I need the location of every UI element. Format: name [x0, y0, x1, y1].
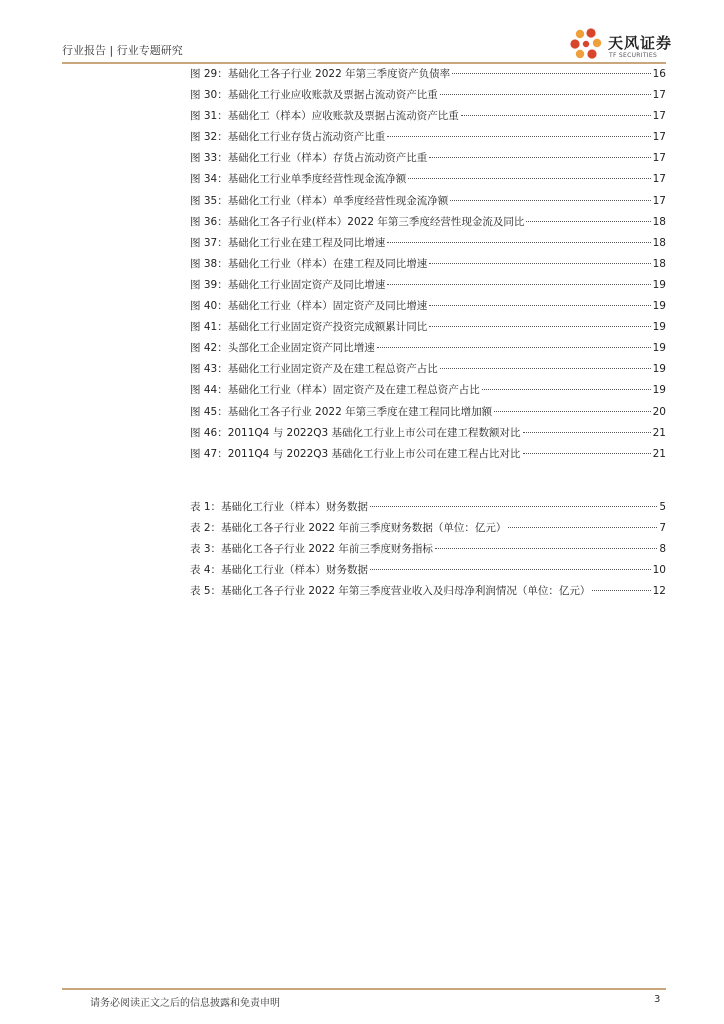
toc-figure-entry[interactable]: [190, 193, 666, 214]
toc-figure-entry[interactable]: [190, 425, 666, 446]
toc-figure-entry-page: 19: [652, 342, 666, 355]
toc-figure-entry[interactable]: [190, 319, 666, 340]
footer-divider: [62, 988, 666, 990]
dot-leader: [450, 200, 650, 201]
toc-figure-entry[interactable]: [190, 129, 666, 150]
dot-leader: [429, 157, 650, 158]
toc-figure-entry-label: 图 47：2011Q4 与 2022Q3 基础化工行业上市公司在建工程占比对比: [190, 447, 521, 460]
toc-figure-entry-page: 19: [652, 300, 666, 313]
toc-table-entry-page: 12: [652, 585, 666, 598]
logo-brand-cn: 天风证券: [608, 34, 673, 52]
dot-leader: [526, 221, 650, 222]
toc-figure-entry[interactable]: [190, 446, 666, 467]
toc-table-entry[interactable]: [190, 499, 666, 520]
toc-figure-entry-page: 16: [652, 68, 666, 80]
toc-table-entry-label: 表 4：基础化工行业（样本）财务数据: [190, 564, 369, 577]
header-divider: [62, 62, 666, 64]
toc-table-entry-label: 表 3：基础化工各子行业 2022 年前三季度财务指标: [190, 543, 433, 556]
header-breadcrumb: 行业报告 | 行业专题研究: [62, 44, 183, 57]
toc-table-entry[interactable]: [190, 562, 666, 583]
table-list: [190, 499, 666, 604]
footer-disclaimer: 请务必阅读正文之后的信息披露和免责申明: [90, 998, 280, 1009]
dot-leader: [508, 527, 657, 528]
toc-figure-entry-label: 图 29：基础化工各子行业 2022 年第三季度资产负债率: [190, 68, 451, 80]
toc-figure-entry[interactable]: [190, 382, 666, 403]
dot-leader: [387, 242, 650, 243]
logo-brand-en: TF SECURITIES: [609, 52, 658, 59]
toc-figure-entry-page: 19: [652, 363, 666, 376]
toc-figure-entry-label: 图 36：基础化工各子行业(样本）2022 年第三季度经营性现金流及同比: [190, 215, 525, 228]
toc-figure-entry-label: 图 35：基础化工行业（样本）单季度经营性现金流净额: [190, 194, 449, 207]
toc-figure-entry-page: 21: [652, 426, 666, 439]
dot-leader: [370, 569, 651, 570]
dot-leader: [429, 263, 650, 264]
dot-leader: [408, 178, 650, 179]
toc-figure-entry[interactable]: [190, 171, 666, 192]
toc-figure-entry[interactable]: [190, 87, 666, 108]
toc-figure-entry-page: 18: [652, 257, 666, 270]
toc-figure-entry-page: 17: [652, 194, 666, 207]
toc-figure-entry-page: 17: [652, 152, 666, 165]
dot-leader: [387, 284, 650, 285]
toc-figure-entry[interactable]: [190, 256, 666, 277]
toc-figure-entry-label: 图 45：基础化工各子行业 2022 年第三季度在建工程同比增加额: [190, 405, 493, 418]
dot-leader: [523, 432, 651, 433]
toc-figure-entry-label: 图 34：基础化工行业单季度经营性现金流净额: [190, 173, 407, 186]
toc-figure-entry-page: 18: [652, 215, 666, 228]
toc-figure-entry-page: 20: [652, 405, 666, 418]
dot-leader: [377, 347, 651, 348]
toc-figure-entry-label: 图 40：基础化工行业（样本）固定资产及同比增速: [190, 300, 428, 313]
dot-leader: [592, 590, 650, 591]
dot-leader: [523, 453, 651, 454]
toc-figure-entry-label: 图 46：2011Q4 与 2022Q3 基础化工行业上市公司在建工程数额对比: [190, 426, 521, 439]
dot-leader: [440, 94, 651, 95]
toc-figure-entry-label: 图 43：基础化工行业固定资产及在建工程总资产占比: [190, 363, 438, 376]
toc-figure-entry[interactable]: [190, 340, 666, 361]
toc-figure-entry-label: 图 31：基础化工（样本）应收账款及票据占流动资产比重: [190, 110, 459, 123]
toc-figure-entry[interactable]: [190, 235, 666, 256]
toc-figure-entry[interactable]: [190, 214, 666, 235]
dot-leader: [494, 411, 651, 412]
dot-leader: [429, 305, 650, 306]
toc-figure-entry[interactable]: [190, 108, 666, 129]
toc-figure-entry-label: 图 30：基础化工行业应收账款及票据占流动资产比重: [190, 89, 438, 102]
toc-figure-entry-label: 图 42：头部化工企业固定资产同比增速: [190, 342, 375, 355]
page-number: 3: [654, 994, 661, 1005]
toc-figure-entry[interactable]: [190, 66, 666, 87]
toc-figure-entry[interactable]: [190, 361, 666, 382]
toc-figure-entry-page: 21: [652, 447, 666, 460]
toc-figure-entry[interactable]: [190, 150, 666, 171]
dot-leader: [452, 73, 651, 74]
toc-table-entry-label: 表 1：基础化工行业（样本）财务数据: [190, 501, 369, 513]
toc-figure-entry-page: 19: [652, 384, 666, 397]
toc-figure-entry-page: 18: [652, 236, 666, 249]
toc-figure-entry-label: 图 41：基础化工行业固定资产投资完成额累计同比: [190, 321, 428, 334]
toc-figure-entry[interactable]: [190, 298, 666, 319]
toc-table-entry-label: 表 5：基础化工各子行业 2022 年第三季度营业收入及归母净利润情况（单位：亿元）: [190, 585, 591, 598]
dot-leader: [440, 368, 651, 369]
toc-figure-entry-page: 17: [652, 89, 666, 102]
toc-table-entry-label: 表 2：基础化工各子行业 2022 年前三季度财务数据（单位：亿元）: [190, 522, 507, 535]
toc-figure-entry-page: 17: [652, 173, 666, 186]
toc-figure-entry-label: 图 32：基础化工行业存货占流动资产比重: [190, 131, 386, 144]
toc-table-entry[interactable]: [190, 583, 666, 604]
toc-figure-entry-label: 图 33：基础化工行业（样本）存货占流动资产比重: [190, 152, 428, 165]
toc-figure-entry-page: 17: [652, 131, 666, 144]
toc-figure-entry-label: 图 44：基础化工行业（样本）固定资产及在建工程总资产占比: [190, 384, 480, 397]
toc-table-entry-page: 5: [659, 501, 666, 513]
toc-table-entry-page: 7: [659, 522, 666, 535]
dot-leader: [482, 389, 651, 390]
toc-table-entry-page: 8: [659, 543, 666, 556]
toc-figure-entry-label: 图 38：基础化工行业（样本）在建工程及同比增速: [190, 257, 428, 270]
logo-flower-icon: [566, 24, 606, 64]
toc-table-entry-page: 10: [652, 564, 666, 577]
toc-figure-entry[interactable]: [190, 404, 666, 425]
toc-figure-entry-page: 19: [652, 321, 666, 334]
toc-table-entry[interactable]: [190, 541, 666, 562]
toc-figure-entry-label: 图 39：基础化工行业固定资产及同比增速: [190, 278, 386, 291]
toc-table-entry[interactable]: [190, 520, 666, 541]
dot-leader: [429, 326, 650, 327]
dot-leader: [435, 548, 657, 549]
toc-figure-entry-page: 19: [652, 278, 666, 291]
dot-leader: [461, 115, 651, 116]
company-logo: [566, 24, 676, 64]
toc-figure-entry-label: 图 37：基础化工行业在建工程及同比增速: [190, 236, 386, 249]
dot-leader: [370, 506, 657, 507]
dot-leader: [387, 136, 650, 137]
figure-list: [190, 66, 666, 467]
toc-figure-entry-page: 17: [652, 110, 666, 123]
toc-figure-entry[interactable]: [190, 277, 666, 298]
